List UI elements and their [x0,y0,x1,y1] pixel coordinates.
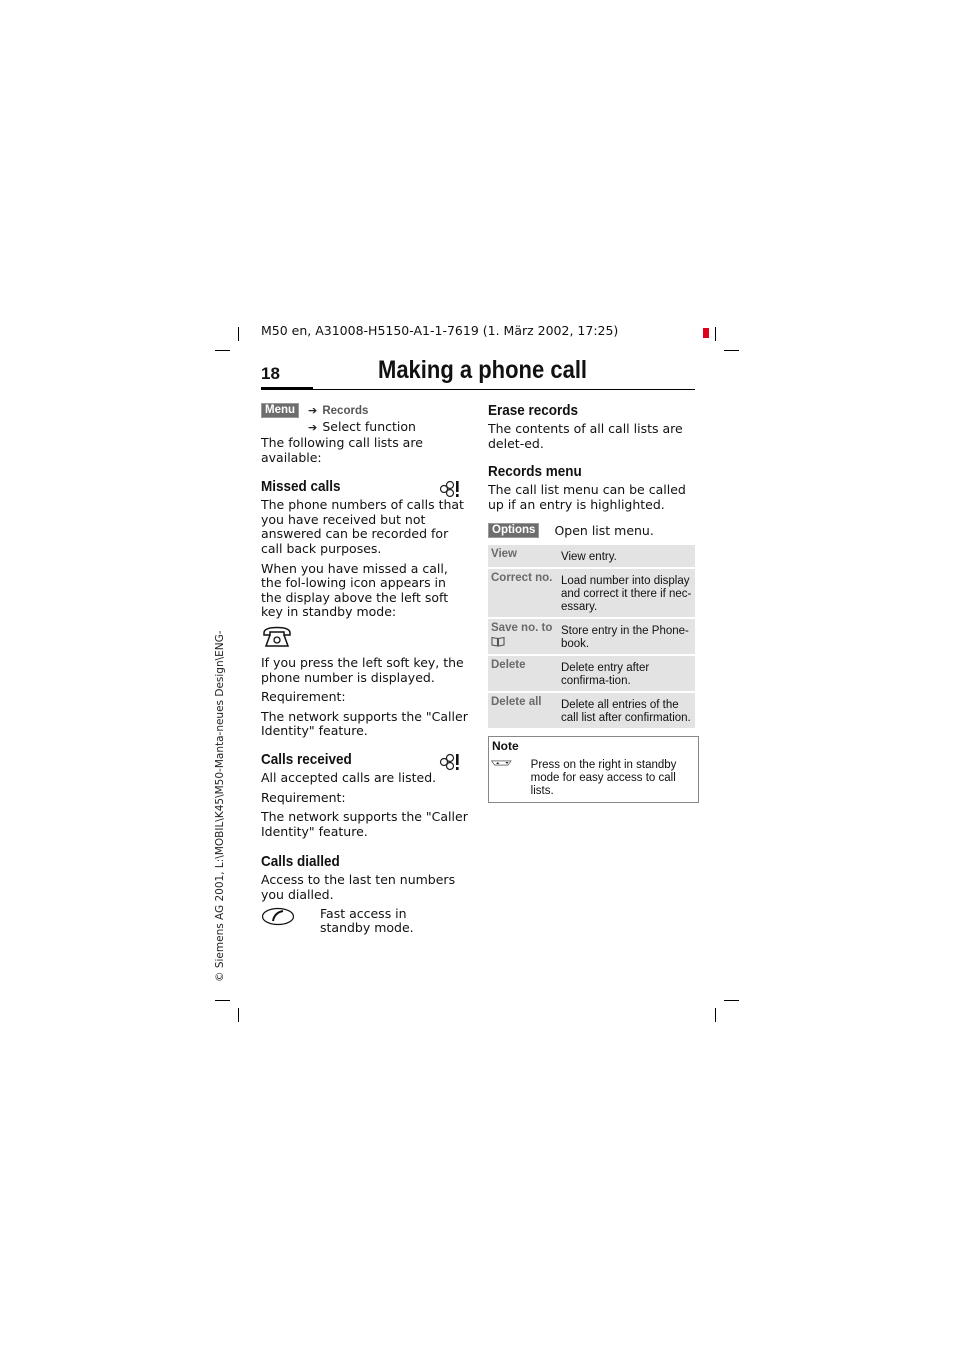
crop-mark [215,350,230,351]
title-rule [313,389,695,390]
missed-calls-text-1: The phone numbers of calls that you have received but not answered can be recorded for call back purposes. [261,497,464,557]
intro-text: The following call lists are available: [261,435,423,465]
crop-mark [724,350,739,351]
records-link[interactable]: Records [322,405,369,417]
erase-records-text: The contents of all call lists are delet-ed. [488,421,683,451]
arrow-right-icon: ➔ [308,420,318,434]
records-menu-heading: Records menu [488,463,582,481]
menu-item-description: Delete all entries of the call list after confirmation. [558,693,695,728]
menu-item-view[interactable]: View [488,545,558,567]
table-row[interactable] [488,656,695,691]
crop-mark [238,1008,239,1022]
table-row[interactable] [488,619,695,654]
menu-path [261,402,469,434]
crop-mark [215,1000,230,1001]
records-menu-table [488,543,695,730]
menu-item-description: View entry. [558,545,695,567]
note-row [491,755,696,797]
options-text: Open list menu. [554,522,654,538]
calls-received-requirement-label: Requirement: [261,789,346,805]
menu-item-save-no[interactable] [488,619,558,654]
side-copyright: © Siemens AG 2001, L:\MOBIL\K45\M50-Manta-neues Design\ENG- [214,630,226,982]
records-menu-text: The call list menu can be called up if an entry is highlighted. [488,482,686,512]
crop-mark [715,1008,716,1022]
color-register-mark [703,328,709,338]
file-header: M50 en, A31008-H5150-A1-1-7619 (1. März 2002, 17:25) [261,323,619,338]
network-dependent-icon [437,480,461,498]
crop-mark [715,327,716,341]
phonebook-icon [491,636,505,647]
calls-dialled-text: Access to the last ten numbers you dialled. [261,872,456,902]
page-number: 18 [261,364,280,383]
calls-received-text: All accepted calls are listed. [261,770,437,785]
crop-mark [238,327,239,341]
note-title: Note [492,739,519,754]
calls-dialled-heading: Calls dialled [261,853,340,871]
note-text: Press on the right in standby mode for easy access to call lists. [530,759,677,797]
table-row[interactable] [488,569,695,617]
missed-calls-heading: Missed calls [261,478,341,496]
calls-dialled-key-text: Fast access in standby mode. [320,905,414,936]
erase-records-heading: Erase records [488,402,579,419]
control-key-icon[interactable] [491,757,512,769]
menu-item-description: Load number into display and correct it there if nec-essary. [558,569,695,617]
table-row[interactable] [488,545,695,567]
calls-received-heading: Calls received [261,751,352,768]
crop-mark [724,1000,739,1001]
network-dependent-icon [437,753,461,771]
missed-calls-section [261,478,469,495]
right-column [488,402,696,803]
menu-item-correct-no[interactable]: Correct no. [488,569,558,617]
missed-calls-requirement-text: The network supports the "Caller Identity" feature. [261,708,468,739]
page-number-rule [261,387,313,390]
options-softkey[interactable]: Options [488,523,539,538]
page-title: Making a phone call [378,356,588,384]
phone-icon [261,626,293,648]
calls-received-requirement-text: The network supports the "Caller Identity" feature. [261,809,468,839]
table-row[interactable] [488,693,695,728]
call-key-icon[interactable] [261,907,295,926]
missed-calls-text-3: If you press the left soft key, the phone number is displayed. [261,655,464,685]
select-function-text: Select function [322,418,416,434]
calls-dialled-key-row [261,907,469,936]
menu-item-delete[interactable]: Delete [488,656,558,691]
missed-calls-text-2: When you have missed a call, the fol-lowing icon appears in the display above the left soft key in standby mode: [261,560,449,620]
menu-softkey[interactable]: Menu [261,403,299,418]
menu-item-delete-all[interactable]: Delete all [488,693,558,728]
options-row [488,523,696,538]
left-column [261,402,469,936]
note-box [488,736,699,802]
menu-item-description: Store entry in the Phone-book. [558,619,695,654]
missed-calls-requirement-label: Requirement: [261,689,346,705]
calls-received-section [261,751,469,768]
arrow-right-icon: ➔ [308,404,318,417]
save-no-label: Save no. to [491,622,553,635]
menu-item-description: Delete entry after confirma-tion. [558,656,695,691]
